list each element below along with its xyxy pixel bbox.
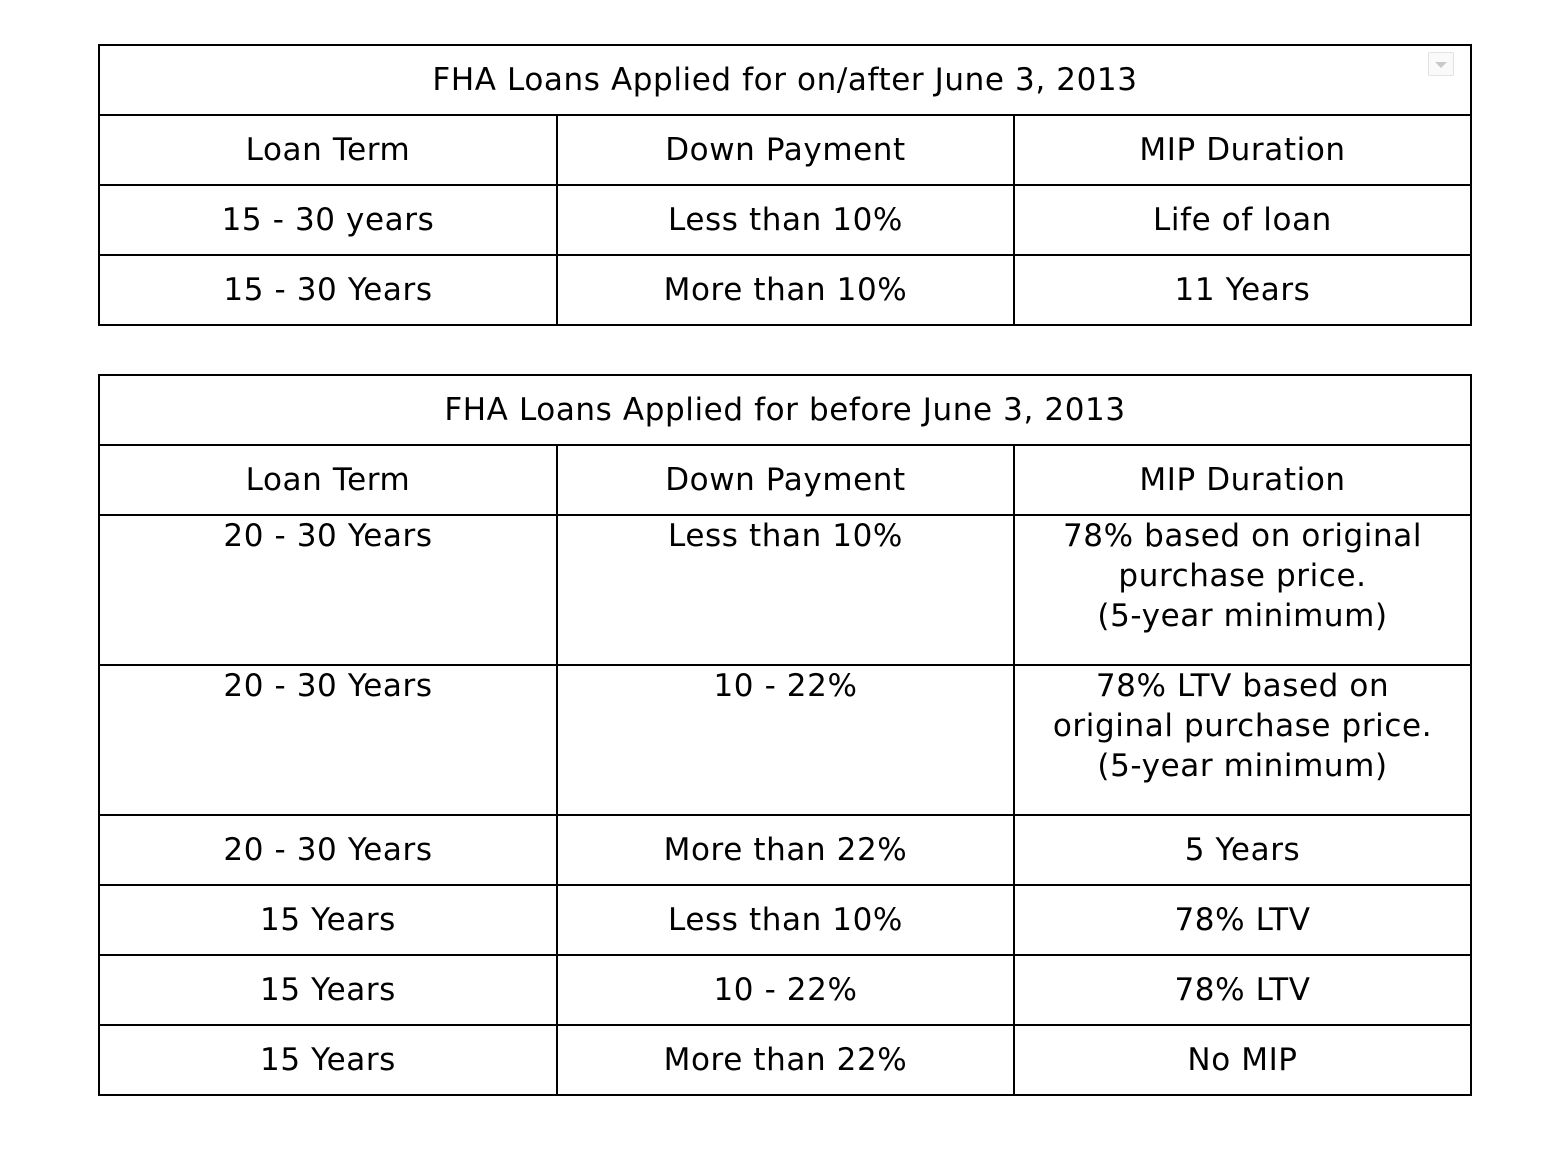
cell-mip-duration: 5 Years <box>1014 815 1471 885</box>
cell-line: 78% based on original <box>1062 518 1423 554</box>
cell-loan-term: 15 Years <box>99 1025 557 1095</box>
cell-down-payment: 10 - 22% <box>557 665 1014 815</box>
cell-line: (5-year minimum) <box>1097 598 1388 634</box>
cell-mip-duration: 78% LTV <box>1014 885 1471 955</box>
table-row <box>99 815 1471 885</box>
header-down-payment: Down Payment <box>557 115 1014 185</box>
cell-loan-term: 20 - 30 Years <box>99 515 557 665</box>
header-loan-term: Loan Term <box>99 115 557 185</box>
cell-loan-term: 15 - 30 years <box>99 185 557 255</box>
table-title <box>99 45 1471 115</box>
cell-loan-term: 20 - 30 Years <box>99 815 557 885</box>
table-row <box>99 955 1471 1025</box>
header-mip-duration: MIP Duration <box>1014 115 1471 185</box>
table-title-row <box>99 45 1471 115</box>
fha-table-after-june-2013 <box>98 44 1472 326</box>
table-title: FHA Loans Applied for before June 3, 2013 <box>99 375 1471 445</box>
header-loan-term: Loan Term <box>99 445 557 515</box>
cell-loan-term: 15 Years <box>99 885 557 955</box>
cell-mip-duration <box>1014 665 1471 815</box>
cell-down-payment: More than 22% <box>557 815 1014 885</box>
fha-table-before-june-2013 <box>98 374 1472 1096</box>
table-header-row <box>99 445 1471 515</box>
cell-loan-term: 20 - 30 Years <box>99 665 557 815</box>
cell-down-payment: Less than 10% <box>557 185 1014 255</box>
cell-line: purchase price. <box>1118 558 1367 594</box>
table-row <box>99 885 1471 955</box>
header-down-payment: Down Payment <box>557 445 1014 515</box>
cell-mip-duration: 78% LTV <box>1014 955 1471 1025</box>
cell-mip-duration: Life of loan <box>1014 185 1471 255</box>
table-row <box>99 255 1471 325</box>
cell-mip-duration <box>1014 515 1471 665</box>
cell-line: (5-year minimum) <box>1097 748 1388 784</box>
cell-line: original purchase price. <box>1052 708 1433 744</box>
cell-down-payment: 10 - 22% <box>557 955 1014 1025</box>
header-mip-duration: MIP Duration <box>1014 445 1471 515</box>
table-title-row <box>99 375 1471 445</box>
table-header-row <box>99 115 1471 185</box>
cell-down-payment: Less than 10% <box>557 885 1014 955</box>
table-row <box>99 665 1471 815</box>
cell-loan-term: 15 Years <box>99 955 557 1025</box>
cell-down-payment: More than 10% <box>557 255 1014 325</box>
table-options-dropdown-button[interactable] <box>1428 52 1454 76</box>
cell-mip-duration: No MIP <box>1014 1025 1471 1095</box>
cell-mip-duration: 11 Years <box>1014 255 1471 325</box>
cell-line: 78% LTV based on <box>1095 668 1390 704</box>
chevron-down-icon <box>1435 62 1447 68</box>
cell-down-payment: More than 22% <box>557 1025 1014 1095</box>
table-row <box>99 185 1471 255</box>
table-row <box>99 515 1471 665</box>
table-title-text: FHA Loans Applied for on/after June 3, 2013 <box>432 62 1138 98</box>
cell-down-payment: Less than 10% <box>557 515 1014 665</box>
table-row <box>99 1025 1471 1095</box>
cell-loan-term: 15 - 30 Years <box>99 255 557 325</box>
